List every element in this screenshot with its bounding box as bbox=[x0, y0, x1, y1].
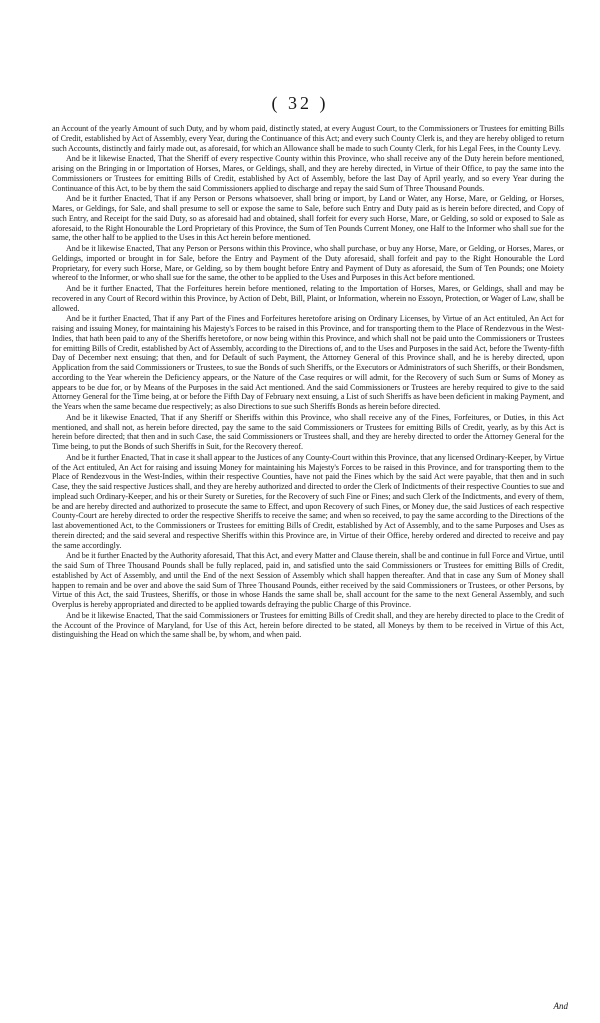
paragraph-3: And be it further Enacted, That if any Person or Persons whatsoever, shall bring or import, by Land or Water, any Horse, Mare, or Gelding, or Horses, Mares, or Geldings, for Sale, and shall presume to sell or expose the same to Sale, before such Entry and Duty paid as is herein before directed, and Copy of such Entry, and Receipt for the said Duty, so as aforesaid had and obtained, shall forfeit for every such Horse, Mare, or Gelding, so sold or exposed to Sale as aforesaid, to the Right Honourable the Lord Proprietary of this Province, the Sum of Ten Pounds Current Money, one Half to the Informer who shall sue for the same, the other half to be applied to the Uses in this Act herein before mentioned. bbox=[52, 194, 564, 243]
body-text bbox=[52, 124, 564, 641]
paragraph-10: And be it likewise Enacted, That the said Commissioners or Trustees for emitting Bills of Credit shall, and they are hereby directed to place to the Credit of the Account of the Province of Maryland, for Use of this Act, herein before directed to be stated, all Moneys by them to be received in Virtue of this Act, distinguishing the Head on which the same shall be, by whom, and when paid. bbox=[52, 610, 564, 640]
catchword: And bbox=[553, 1001, 568, 1011]
paragraph-6: And be it further Enacted, That if any Part of the Fines and Forfeitures heretofore arising on Ordinary Licenses, by Virtue of an Act entituled, An Act for raising and issuing Money, for maintaining his Majesty's Forces to be raised in this Province, and for transporting them to the Place of Rendezvous in the West-Indies, that hath been paid to any of the Sheriffs heretofore, or now being within this Province, and which shall not be paid unto the Commissioners or Trustees for emitting Bills of Credit, established by Act of Assembly, according to the Directions of, and to the Uses and Purposes in the said Act, before the Twenty-fifth Day of December next ensuing; that then, and for Default of such Payment, the Attorney General of this Province shall, and he is hereby directed, upon Application from the said Commissioners or Trustees, to sue the Bonds of such Sheriffs, or the Executors or Administrators of such Sheriffs, or their Bondsmen, according to the Year wherein the Deficiency appears, or the Nature of the Case requires or will admit, for the Recovery of such Sum or Sums of Money as appears to be due for, or by Means of the Purposes in the said Act mentioned. And the said Commissioners or Trustees are hereby required to give to the said Attorney General for the Time being, at or before the Fifth Day of February next ensuing, a List of such Sheriffs as have been deficient in making Payment, and the Years when the same became due respectively; as also Directions to sue such Sheriffs Bonds as herein before directed. bbox=[52, 314, 564, 411]
paragraph-5: And be it further Enacted, That the Forfeitures herein before mentioned, relating to the Importation of Horses, Mares, or Geldings, shall and may be recovered in any Court of Record within this Province, by Action of Debt, Bill, Plaint, or Information, wherein no Essoyn, Protection, or Wager of Law, shall be allowed. bbox=[52, 284, 564, 313]
paragraph-8: And be it further Enacted, That in case it shall appear to the Justices of any County-Court within this Province, that any licensed Ordinary-Keeper, by Virtue of the Act entituled, An Act for raising and issuing Money for maintaining his Majesty's Forces to be raised in this Province, and for transporting them to the Place of Rendezvous in the West-Indies, within their respective Counties, have not paid the Fines which by the said Act were payable, that then and in such Case, they the said respective Justices shall, and they are hereby authorized and directed to order the Clerk of Indictments of their respective Counties to sue and implead such Ordinary-Keeper, and his or their Surety or Sureties, for the Recovery of such Fine or Fines; and such Clerk of the Indictments, and every of them, be and are hereby directed and authorized to prosecute the same to Effect, and upon Recovery of such Fines, or Money due, the said Justices of each respective County-Court are hereby directed to order the respective Sheriffs to receive the same; and when so received, to pay the same according to the Directions of the last abovementioned Act, to the Commissioners or Trustees for emitting Bills of Credit, established by Act of Assembly, and to the same Purposes and Uses as therein directed; and the said several and respective Sheriffs within this Province are, in Virtue of their Office, hereby ordered and directed to receive and pay the same accordingly. bbox=[52, 452, 564, 550]
paragraph-4: And be it likewise Enacted, That any Person or Persons within this Province, who shall purchase, or buy any Horse, Mare, or Gelding, or Horses, Mares, or Geldings, imported or brought in for Sale, before the Entry and Payment of the Duty aforesaid, shall forfeit and pay to the Right Honourable the Lord Proprietary, for every such Horse, Mare, or Gelding, so by them bought before Entry and Payment of Duty as aforesaid, the Sum of Ten Pounds; one Moiety whereof to the Informer, or who shall sue for the same, the other to be applied to the Uses and Purposes in this Act before mentioned. bbox=[52, 244, 564, 283]
page-number: ( 32 ) bbox=[271, 93, 329, 113]
paragraph-9: And be it further Enacted by the Authority aforesaid, That this Act, and every Matter and Clause therein, shall be and continue in full Force and Virtue, until the said Sum of Three Thousand Pounds shall be fully replaced, paid in, and satisfied unto the said Commissioners or Trustees for emitting Bills of Credit, established by Act of Assembly, and until the End of the next Session of Assembly which shall happen thereafter. And that in case any Sum of Money shall happen to remain and be over and above the said Sum of Three Thousand Pounds, either received by the said Commissioners or Trustees, or other Persons, by Virtue of this Act, the said Trustees, Sheriffs, or those in whose Hands the same shall be, shall account for the same to the next General Assembly, and such Overplus is hereby appropriated and directed to be applied towards defraying the public Charge of this Province. bbox=[52, 551, 564, 609]
paragraph-2: And be it likewise Enacted, That the Sheriff of every respective County within this Province, who shall receive any of the Duty herein before mentioned, arising on the Bringing in or Importation of Horses, Mares, or Geldings, shall, and they are hereby directed, in Virtue of their Office, to pay the same into the Commissioners or Trustees for emitting Bills of Credit, established by Act of Assembly, before the last Day of April yearly, and so every Year during the Continuance of this Act, to be by them the said Commissioners applied to discharge and repay the said Sum of Three Thousand Pounds. bbox=[52, 154, 564, 193]
paragraph-7: And be it likewise Enacted, That if any Sheriff or Sheriffs within this Province, who shall receive any of the Fines, Forfeitures, or Duties, in this Act mentioned, and shall not, as herein before directed, pay the same to the said Commissioners or Trustees for emitting Bills of Credit, yearly, as by this Act is herein before directed; that then and in such Case, the said Commissioners or Trustees shall, and they are hereby directed to order the Attorney General for the Time being, to put the Bonds of such Sheriffs in Suit, for the Recovery thereof. bbox=[52, 412, 564, 451]
paragraph-1: an Account of the yearly Amount of such Duty, and by whom paid, distinctly stated, at every August Court, to the Commissioners or Trustees for emitting Bills of Credit, established by Act of Assembly, every Year, during the Continuance of this Act; and every such County Clerk is, and they are hereby obliged to return such Accounts, distinctly and fairly made out, as aforesaid, for which an Allowance shall be made to such County Clerk, for his Legal Fees, in the County Levy. bbox=[52, 124, 564, 153]
